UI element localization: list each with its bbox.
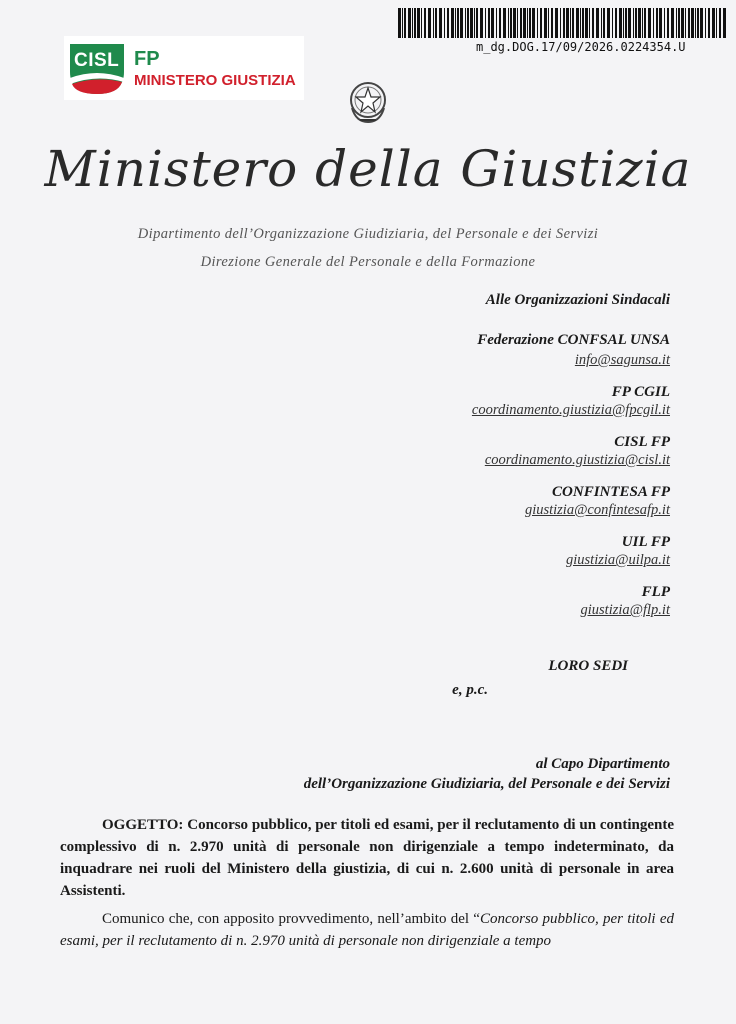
barcode-bar [719, 8, 721, 38]
barcode-bar [656, 8, 658, 38]
barcode-bar [653, 8, 654, 38]
barcode-bar [633, 8, 634, 38]
barcode-bar [428, 8, 431, 38]
barcode-bar [537, 8, 538, 38]
direction-line: Direzione Generale del Personale e della Formazione [200, 254, 536, 270]
body-paragraph [60, 908, 674, 952]
barcode-bar [708, 8, 710, 38]
barcode-bar [716, 8, 717, 38]
subject-label: OGGETTO: [102, 817, 184, 833]
barcode-bar [460, 8, 463, 38]
barcode-bar [642, 8, 643, 38]
recipient-email-cgil[interactable]: coordinamento.giustizia@fpcgil.it [471, 402, 670, 418]
capo-dipartimento-line2: dell’Organizzazione Giudiziaria, del Personale e dei Servizi [303, 776, 670, 792]
barcode-bar [592, 8, 594, 38]
barcode-bar [601, 8, 602, 38]
barcode-bar [615, 8, 617, 38]
barcode-bar [551, 8, 553, 38]
barcode-bar [566, 8, 569, 38]
barcode-bar [488, 8, 490, 38]
barcode-bar [480, 8, 483, 38]
barcode-bar [433, 8, 434, 38]
barcode-bar [582, 8, 584, 38]
recipient-name-unsa: Federazione CONFSAL UNSA [477, 332, 670, 348]
barcode-bar [695, 8, 696, 38]
barcode-bar [527, 8, 528, 38]
barcode-bar [700, 8, 703, 38]
barcode-bar [447, 8, 449, 38]
logo-cisl-text: CISL [74, 50, 120, 71]
barcode-bar [681, 8, 684, 38]
recipient-email-flp[interactable]: giustizia@flp.it [580, 602, 670, 618]
barcode-bar [572, 8, 574, 38]
barcode-bar [408, 8, 411, 38]
department-line: Dipartimento dell’Organizzazione Giudiziaria, del Personale e dei Servizi [137, 226, 599, 242]
barcode-bar [723, 8, 726, 38]
barcode-bar [628, 8, 631, 38]
barcode-bar [499, 8, 501, 38]
barcode-bar [414, 8, 416, 38]
barcode-bar [619, 8, 622, 38]
barcode-bar [465, 8, 466, 38]
protocol-barcode [396, 6, 732, 56]
barcode-bar [398, 8, 401, 38]
barcode-bar [508, 8, 509, 38]
barcode-bar [532, 8, 535, 38]
barcode-bars [396, 6, 732, 40]
barcode-bar [476, 8, 478, 38]
ministry-title: Ministero della Giustizia [44, 140, 692, 198]
recipient-name-cisl: CISL FP [614, 434, 670, 450]
barcode-bar [451, 8, 454, 38]
subject-text: Concorso pubblico, per titoli ed esami, per il reclutamento di un contingente complessivo di n. 2.970 unità di personale non dirigenziale a tempo indeterminato, da inquadrare nei ruoli del Ministero della giustizia, di cui n. 2.600 unità di personale in area Assistenti. [60, 817, 675, 899]
barcode-code: m_dg.DOG.17/09/2026.0224354.U [476, 40, 686, 54]
barcode-bar [544, 8, 547, 38]
loro-sedi: LORO SEDI [548, 658, 628, 674]
logo-fp-text: FP [134, 48, 160, 70]
barcode-bar [510, 8, 512, 38]
italian-emblem-icon [346, 78, 390, 126]
barcode-bar [503, 8, 506, 38]
barcode-bar [623, 8, 624, 38]
barcode-bar [470, 8, 473, 38]
recipient-name-flp: FLP [641, 584, 670, 600]
barcode-bar [563, 8, 565, 38]
barcode-bar [644, 8, 646, 38]
barcode-bar [638, 8, 641, 38]
barcode-bar [517, 8, 518, 38]
barcode-bar [513, 8, 516, 38]
barcode-bar [712, 8, 715, 38]
barcode-bar [659, 8, 662, 38]
recipient-email-uil[interactable]: giustizia@uilpa.it [566, 552, 670, 568]
barcode-bar [570, 8, 571, 38]
barcode-bar [664, 8, 665, 38]
barcode-bar [412, 8, 413, 38]
barcode-bar [688, 8, 690, 38]
barcode-bar [435, 8, 437, 38]
body-quote: Concorso pubblico, per titoli ed esami, per il reclutamento di n. 2.970 unità di personale non dirigenziale a tempo [60, 911, 674, 949]
barcode-bar [697, 8, 699, 38]
recipients-intro: Alle Organizzazioni Sindacali [485, 292, 670, 308]
barcode-bar [523, 8, 526, 38]
barcode-bar [540, 8, 542, 38]
barcode-bar [474, 8, 475, 38]
recipient-email-unsa[interactable]: info@sagunsa.it [574, 352, 670, 368]
barcode-bar [467, 8, 469, 38]
recipient-email-cisl[interactable]: coordinamento.giustizia@cisl.it [484, 452, 670, 468]
recipient-name-cgil: FP CGIL [611, 384, 670, 400]
barcode-bar [589, 8, 590, 38]
barcode-bar [439, 8, 442, 38]
subject-paragraph [60, 814, 674, 902]
recipient-name-confintesa: CONFINTESA FP [552, 484, 670, 500]
barcode-bar [404, 8, 406, 38]
barcode-bar [585, 8, 588, 38]
barcode-bar [612, 8, 613, 38]
barcode-bar [705, 8, 706, 38]
barcode-bar [421, 8, 422, 38]
barcode-bar [424, 8, 426, 38]
body-lead: Comunico che, con apposito provvedimento, nell’ambito del “ [102, 911, 480, 927]
barcode-bar [455, 8, 456, 38]
capo-dipartimento-line1: al Capo Dipartimento [535, 756, 670, 772]
barcode-bar [576, 8, 579, 38]
barcode-bar [417, 8, 420, 38]
barcode-bar [648, 8, 651, 38]
per-conoscenza: e, p.c. [452, 682, 488, 698]
barcode-bar [491, 8, 494, 38]
barcode-bar [678, 8, 680, 38]
barcode-bar [676, 8, 677, 38]
barcode-bar [671, 8, 674, 38]
barcode-bar [685, 8, 686, 38]
barcode-bar [402, 8, 403, 38]
barcode-bar [580, 8, 581, 38]
recipient-email-confintesa[interactable]: giustizia@confintesafp.it [524, 502, 670, 518]
barcode-bar [603, 8, 605, 38]
barcode-bar [607, 8, 610, 38]
barcode-bar [520, 8, 522, 38]
barcode-bar [596, 8, 599, 38]
barcode-bar [625, 8, 627, 38]
barcode-bar [444, 8, 445, 38]
barcode-bar [560, 8, 561, 38]
barcode-bar [457, 8, 459, 38]
barcode-bar [548, 8, 549, 38]
barcode-bar [555, 8, 558, 38]
barcode-bar [691, 8, 694, 38]
logo-ministry-text: MINISTERO GIUSTIZIA [134, 72, 296, 89]
barcode-bar [496, 8, 497, 38]
barcode-bar [667, 8, 669, 38]
cisl-fp-logo [64, 36, 304, 100]
barcode-bar [529, 8, 531, 38]
barcode-bar [485, 8, 486, 38]
recipient-name-uil: UIL FP [621, 534, 670, 550]
barcode-bar [635, 8, 637, 38]
